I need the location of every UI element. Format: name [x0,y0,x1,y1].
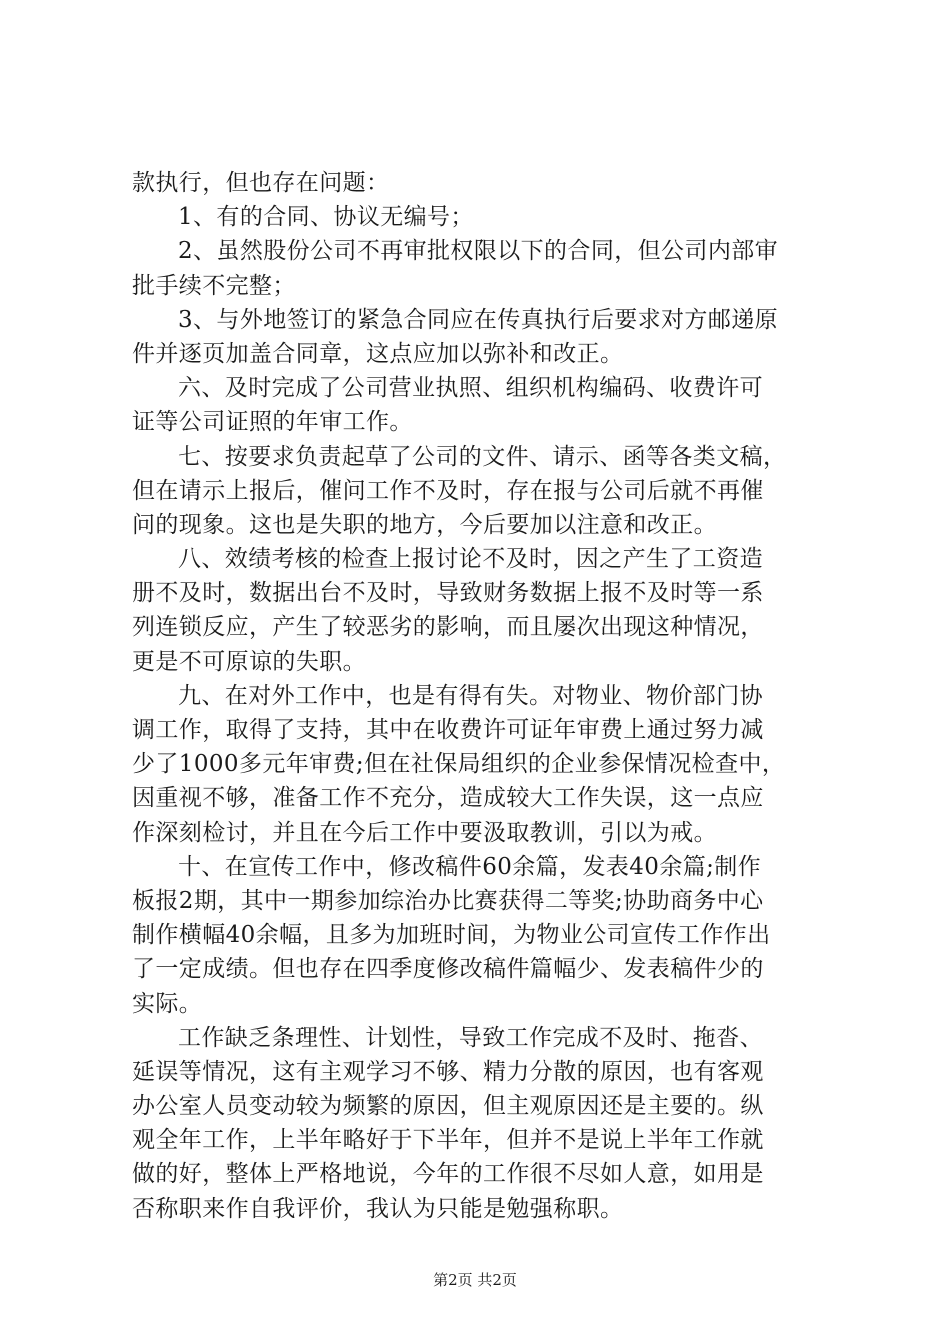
text-line: 但在请示上报后，催问工作不及时，存在报与公司后就不再催 [132,477,764,504]
text-line: 了一定成绩。但也存在四季度修改稿件篇幅少、发表稿件少的 [132,956,764,983]
text-line: 办公室人员变动较为频繁的原因，但主观原因还是主要的。纵 [132,1093,764,1120]
text-line: 列连锁反应，产生了较恶劣的影响，而且屡次出现这种情况， [132,614,764,641]
text-line: 六、及时完成了公司营业执照、组织机构编码、收费许可 [178,375,763,402]
page-footer: 第2页 共2页 [433,1271,517,1289]
text-line: 件并逐页加盖合同章，这点应加以弥补和改正。 [132,340,624,367]
text-line: 观全年工作，上半年略好于下半年，但并不是说上半年工作就 [132,1127,764,1154]
text-line: 做的好，整体上严格地说，今年的工作很不尽如人意，如用是 [132,1161,764,1188]
text-line: 款执行，但也存在问题： [132,170,390,196]
text-line: 因重视不够，准备工作不充分，造成较大工作失误，这一点应 [132,785,764,812]
text-line: 少了1000多元年审费;但在社保局组织的企业参保情况检查中， [132,751,786,778]
text-line: 十、在宣传工作中，修改稿件60余篇，发表40余篇;制作 [178,853,762,880]
text-line: 否称职来作自我评价，我认为只能是勉强称职。 [132,1195,624,1222]
text-line: 九、在对外工作中，也是有得有失。对物业、物价部门协 [178,682,763,709]
document-body [132,166,832,1226]
text-line: 八、效绩考核的检查上报讨论不及时，因之产生了工资造 [178,546,763,573]
text-line: 延误等情况，这有主观学习不够、精力分散的原因，也有客观 [132,1058,764,1085]
text-line: 实际。 [132,990,203,1017]
text-line: 作深刻检讨，并且在今后工作中要汲取教训，引以为戒。 [132,819,717,846]
text-line: 更是不可原谅的失职。 [132,648,366,675]
text-line: 证等公司证照的年审工作。 [132,409,413,436]
text-line: 1、有的合同、协议无编号； [178,204,474,231]
text-line: 制作横幅40余幅，且多为加班时间，为物业公司宣传工作作出 [132,922,771,949]
text-line: 2、虽然股份公司不再审批权限以下的合同，但公司内部审 [178,238,779,265]
text-line: 板报2期，其中一期参加综治办比赛获得二等奖;协助商务中心 [132,887,764,914]
text-line: 七、按要求负责起草了公司的文件、请示、函等各类文稿， [178,443,787,470]
text-line: 问的现象。这也是失职的地方，今后要加以注意和改正。 [132,511,717,538]
text-line: 册不及时，数据出台不及时，导致财务数据上报不及时等一系 [132,580,764,607]
text-line: 批手续不完整； [132,272,296,299]
text-line: 调工作，取得了支持，其中在收费许可证年审费上通过努力减 [132,717,764,743]
text-line: 3、与外地签订的紧急合同应在传真执行后要求对方邮递原 [178,306,779,333]
text-line: 工作缺乏条理性、计划性，导致工作完成不及时、拖沓、 [178,1024,763,1051]
